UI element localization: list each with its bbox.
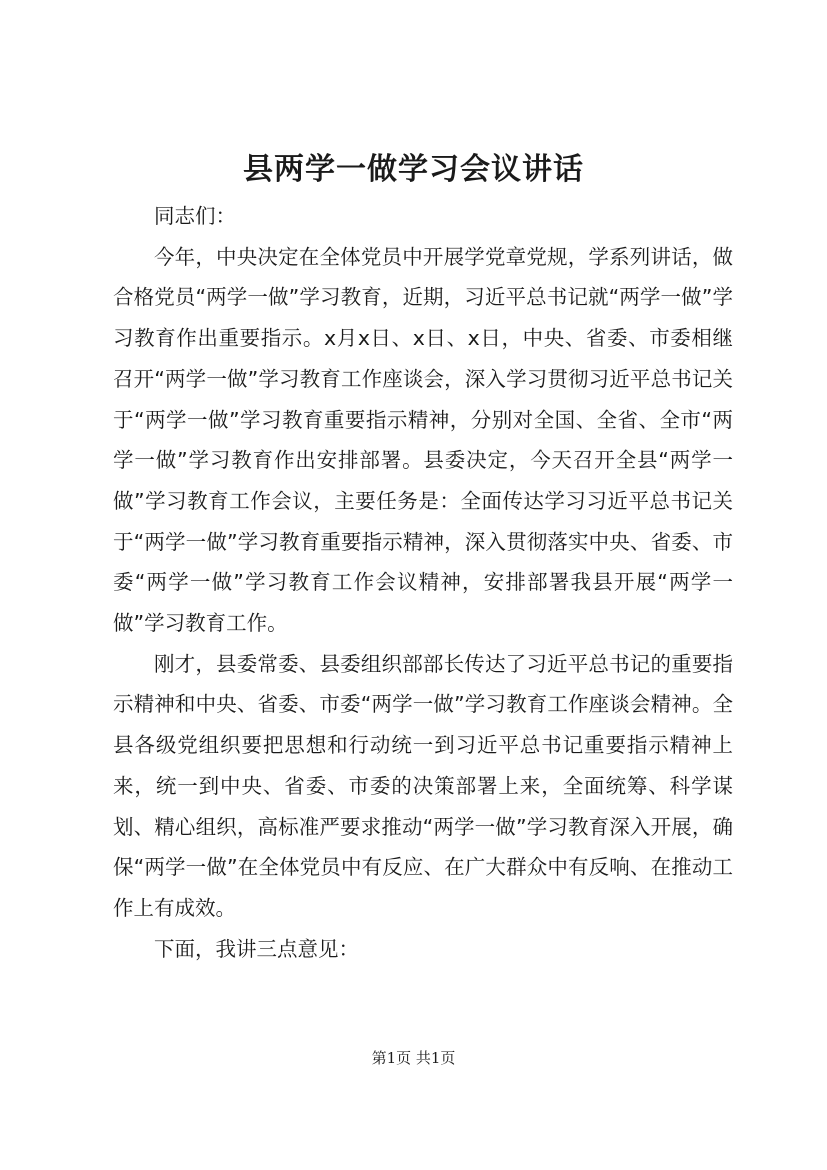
page-number-footer: 第1页 共1页 <box>371 1049 456 1067</box>
salutation: 同志们： <box>154 204 236 228</box>
paragraph-1: 今年，中央决定在全体党员中开展学党章党规，学系列讲话，做合格党员“两学一做”学习教育，近期，习近平总书记就“两学一做”学习教育作出重要指示。x月x日、x日、x日，中央、省委、市委相继召开“两学一做”学习教育工作座谈会，深入学习贯彻习近平总书记关于“两学一做”学习教育重要指示精神，分别对全国、全省、全市“两学一做”学习教育作出安排部署。县委决定，今天召开全县“两学一做”学习教育工作会议，主要任务是：全面传达学习习近平总书记关于“两学一做”学习教育重要指示精神，深入贯彻落实中央、省委、市委“两学一做”学习教育工作会议精神，安排部署我县开展“两学一做”学习教育工作。 <box>113 244 733 636</box>
document-title: 县两学一做学习会议讲话 <box>243 152 584 187</box>
paragraph-3: 下面，我讲三点意见： <box>154 936 359 961</box>
paragraph-2: 刚才，县委常委、县委组织部部长传达了习近平总书记的重要指示精神和中央、省委、市委“两学一做”学习教育工作座谈会精神。全县各级党组织要把思想和行动统一到习近平总书记重要指示精神上来，统一到中央、省委、市委的决策部署上来，全面统筹、科学谋划、精心组织，高标准严要求推动“两学一做”学习教育深入开展，确保“两学一做”在全体党员中有反应、在广大群众中有反响、在推动工作上有成效。 <box>113 651 733 920</box>
document-body <box>113 196 733 969</box>
